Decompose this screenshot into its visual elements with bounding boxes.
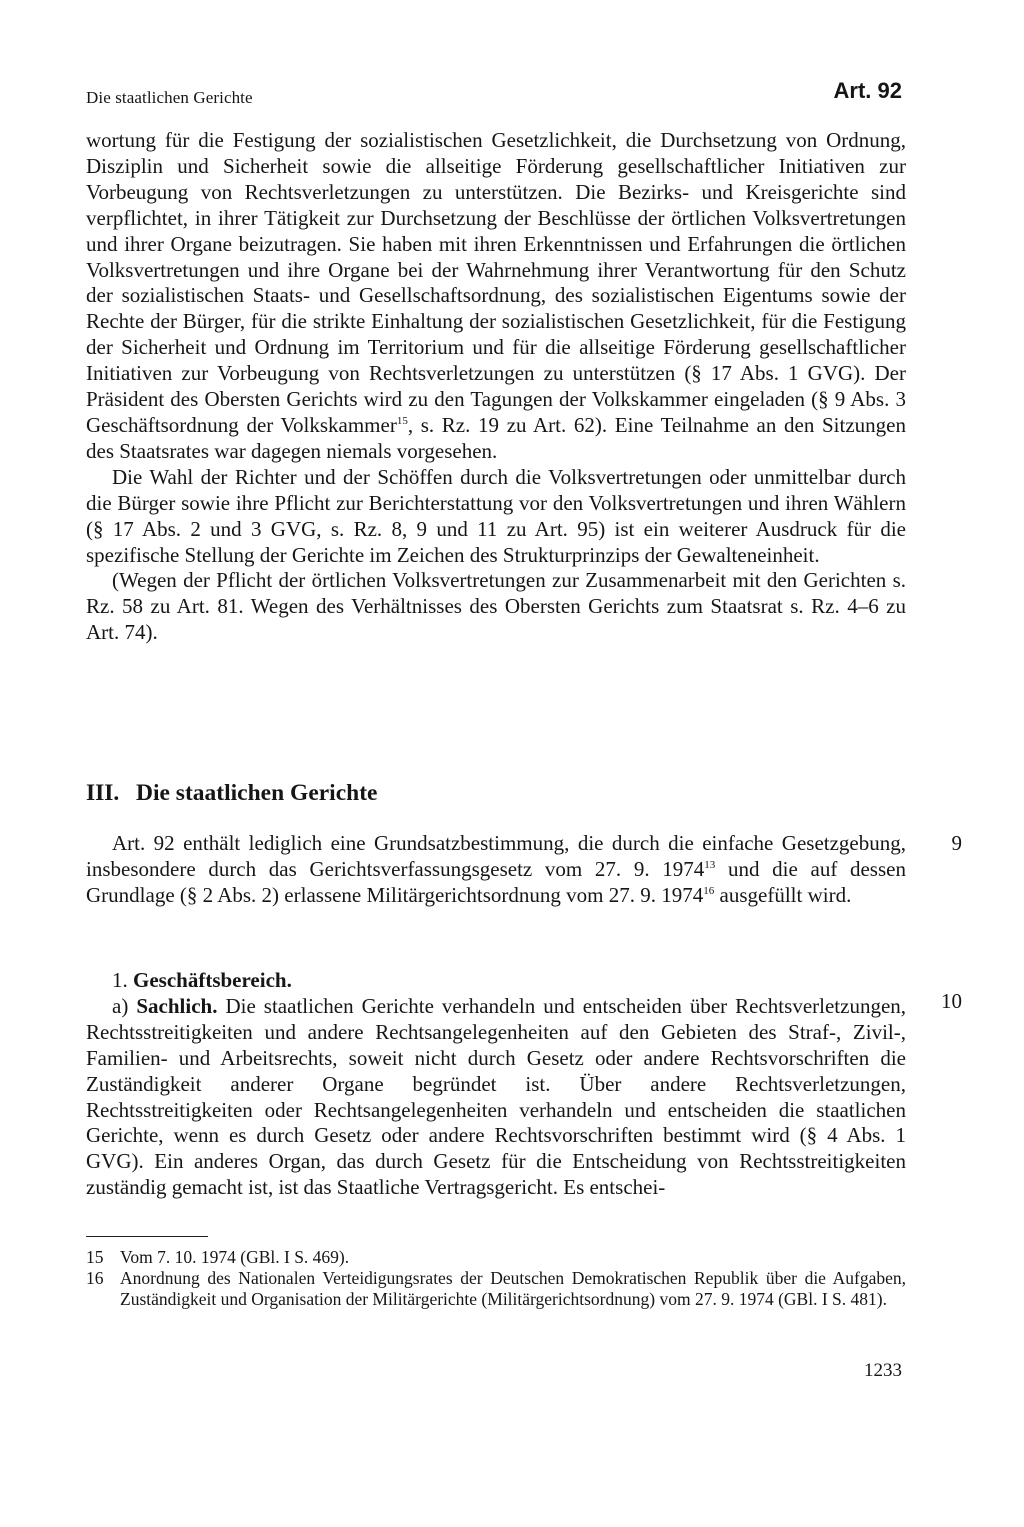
paragraph-text: und die auf dessen Grundlage (§ 2 Abs. 2) erlassene Militärgerichtsordnung vom 27. 9. 1974 — [86, 856, 906, 907]
item-heading: Sachlich. — [136, 993, 218, 1018]
page-number: 1233 — [864, 1360, 902, 1381]
footnote-ref: 16 — [703, 884, 715, 897]
paragraph-text: , s. Rz. 19 zu Art. 62). Eine Teilnahme an den Sitzungen des Staatsrates war dagegen niemals vorgesehen. — [86, 412, 906, 463]
subsection-number: 1. — [112, 968, 128, 992]
paragraph: Die Wahl der Richter und der Schöffen durch die Volksvertretungen oder unmittelbar durch die Bürger sowie ihre Pflicht zur Berichterstattung vor den Volksvertretungen und ihren Wählern (§ 17 Abs. 2 und 3 GVG, s. Rz. 8, 9 und 11 zu Art. 95) ist ein weiterer Ausdruck für die spezifische Stellung der Gerichte im Zeichen des Strukturprinzips der Gewalteneinheit. — [86, 464, 906, 567]
footnote — [86, 1268, 906, 1310]
paragraph-text: wortung für die Festigung der sozialistischen Gesetzlichkeit, die Durchsetzung von Ordnung, Disziplin und Sicherheit sowie die allseitige Förderung gesellschaftlicher Initiativen zur Vorbeugung von Rechtsverletzungen zu unterstützen. Die Bezirks- und Kreisgerichte sind verpflichtet, in ihrer Tätigkeit zur Durchsetzung der Beschlüsse der örtlichen Volksvertretungen und ihrer Organe beizutragen. Sie haben mit ihren Erkenntnissen und Erfahrungen die örtlichen Volksvertretungen und ihre Organe bei der Wahrnehmung ihrer Verantwortung für den Schutz der sozialistischen Staats- und Gesellschaftsordnung, des sozialistischen Eigentums sowie der Rechte der Bürger, für die strikte Einhaltung der sozialistischen Gesetzlichkeit, für die Festigung der Sicherheit und Ordnung im Territorium und für die allseitige Förderung gesellschaftlicher Initiativen zur Vorbeugung von Rechtsverletzungen zu unterstützen (§ 17 Abs. 1 GVG). Der Präsident des Obersten Gerichts wird zu den Tagungen der Volkskammer eingeladen (§ 9 Abs. 3 Geschäftsordnung der Volkskammer — [86, 128, 906, 437]
subsection-text-block — [86, 968, 906, 1201]
footnote-text: Vom 7. 10. 1974 (GBl. I S. 469). — [120, 1247, 350, 1267]
footnote-number: 15 — [86, 1247, 104, 1267]
paragraph-text: ausgefüllt wird. — [714, 882, 852, 907]
margin-number: 9 — [951, 831, 962, 855]
paragraph — [86, 994, 906, 1201]
paragraph — [86, 831, 906, 909]
section-title: Die staatlichen Gerichte — [136, 780, 378, 806]
footnote-number: 16 — [86, 1268, 104, 1288]
running-header-title: Die staatlichen Gerichte — [86, 88, 253, 107]
paragraph-text: Art. 92 enthält lediglich eine Grundsatzbestimmung, die durch die einfache Gesetzgebung, insbesondere durch das Gerichtsverfassungsgesetz vom 27. 9. 1974 — [86, 831, 906, 881]
paragraph: (Wegen der Pflicht der örtlichen Volksvertretungen zur Zusammenarbeit mit den Gerichten s. Rz. 58 zu Art. 81. Wegen des Verhältnisses des Obersten Gerichts zum Staatsrat s. Rz. 4–6 zu Art. 74). — [86, 568, 906, 645]
subsection-heading — [86, 968, 906, 994]
margin-number: 10 — [941, 989, 962, 1013]
item-label: a) — [112, 993, 129, 1018]
subsection-title: Geschäftsbereich. — [133, 968, 292, 992]
footnote-divider — [86, 1236, 208, 1237]
article-label: Art. 92 — [833, 78, 902, 103]
footnote-text: Anordnung des Nationalen Verteidigungsrates der Deutschen Demokratischen Republik über die Aufgaben, Zuständigkeit und Organisation der Militärgerichte (Militärgerichtsordnung) vom 27. 9. 1974 (GBl. I S. 481). — [120, 1268, 906, 1309]
section-number: III. — [86, 780, 120, 806]
section-text-block — [86, 831, 906, 909]
paragraph — [86, 128, 906, 465]
footnote — [86, 1247, 906, 1268]
footnote-ref: 15 — [396, 414, 408, 427]
footnote-ref: 13 — [704, 858, 716, 871]
footnotes — [86, 1247, 906, 1310]
paragraph-text: Die staatlichen Gerichte verhandeln und entscheiden über Rechtsverletzungen, Rechtsstreitigkeiten und andere Rechtsangelegenheiten auf den Gebieten des Straf-, Zivil-, Familien- und Arbeitsrechts, soweit nicht durch Gesetz oder andere Rechtsvorschriften die Zuständigkeit anderer Organe begründet ist. Über andere Rechtsverletzungen, Rechtsstreitigkeiten oder Rechtsangelegenheiten verhandeln und entscheiden die staatlichen Gerichte, wenn es durch Gesetz oder andere Rechtsvorschriften bestimmt wird (§ 4 Abs. 1 GVG). Ein anderes Organ, das durch Gesetz für die Entscheidung von Rechtsstreitigkeiten zuständig gemacht ist, ist das Staatliche Vertragsgericht. Es entschei- — [86, 993, 907, 1200]
section-heading — [86, 780, 377, 807]
continued-text-block — [86, 128, 906, 646]
